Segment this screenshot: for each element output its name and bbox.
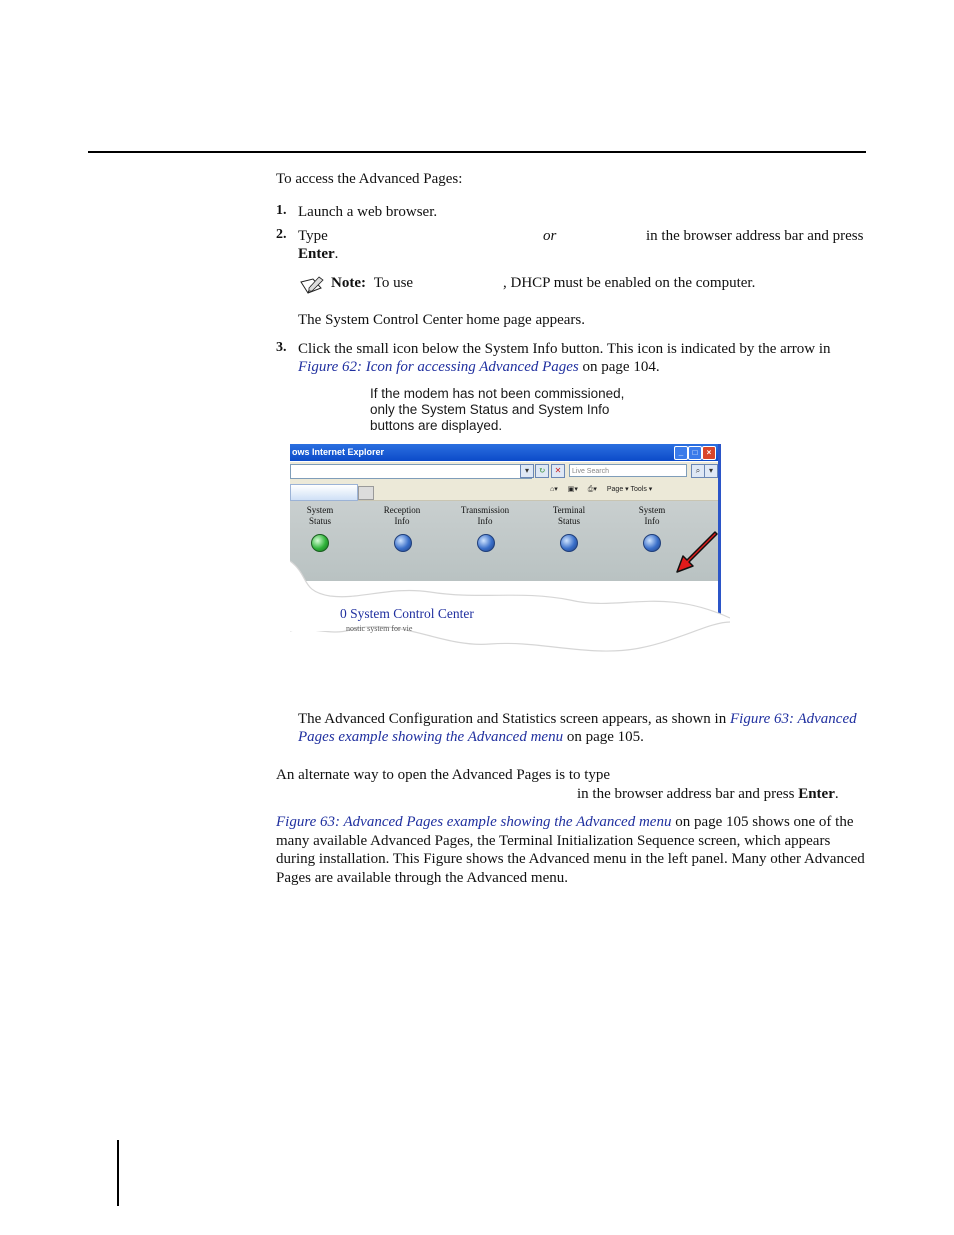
note-text-before: To use xyxy=(373,275,414,291)
page-footer-bar xyxy=(117,1140,119,1206)
minimize-icon[interactable]: _ xyxy=(674,446,688,460)
scc-title: 0 System Control Center xyxy=(340,606,474,621)
step-3-text: Click the small icon below the System Info button. This icon is indicated by the arrow in xyxy=(298,341,831,357)
fig63-line3: during installation. This Figure shows the Advanced menu in the left panel. Many other Advanced xyxy=(276,851,865,867)
print-icon[interactable]: ⎙▾ xyxy=(587,486,597,493)
intro-text: To access the Advanced Pages: xyxy=(276,171,463,187)
scc-subtitle: nostic system for vie xyxy=(346,624,413,633)
home-appears-text: The System Control Center home page appears. xyxy=(298,312,586,328)
chevron-down-icon[interactable]: ▾ xyxy=(520,464,534,478)
page-tools-menu[interactable]: Page ▾ Tools ▾ xyxy=(606,486,653,493)
after-fig-text: The Advanced Configuration and Statistics screen appears, as shown in xyxy=(298,711,727,727)
btn-label: System Info xyxy=(638,505,666,526)
after-fig-line1 xyxy=(298,710,857,728)
step-2-or: or xyxy=(543,228,557,244)
step-3-number: 3. xyxy=(276,340,287,355)
step-2-type: Type xyxy=(298,228,328,244)
close-icon[interactable]: × xyxy=(702,446,716,460)
after-fig-page-ref: on page 105. xyxy=(566,729,644,745)
btn-label: Reception Info xyxy=(383,505,421,526)
fig63-line1-after: on page 105 shows one of the xyxy=(675,814,854,830)
alternate-line1: An alternate way to open the Advanced Pages is to type xyxy=(276,767,611,783)
btn-label: Terminal Status xyxy=(552,505,586,526)
stop-icon[interactable]: ✕ xyxy=(551,464,565,478)
step-1-number: 1. xyxy=(276,203,287,218)
refresh-icon[interactable]: ↻ xyxy=(535,464,549,478)
note-line xyxy=(331,274,413,292)
period: . xyxy=(334,246,339,262)
window-title: ows Internet Explorer xyxy=(292,447,385,457)
fig63-line2: many available Advanced Pages, the Terminal Initialization Sequence screen, which appears xyxy=(276,833,831,849)
alternate-period: . xyxy=(834,786,839,802)
step-2-enter-line xyxy=(298,245,338,263)
maximize-icon[interactable]: □ xyxy=(688,446,702,460)
figure-63-link-a[interactable]: Figure 63: Advanced xyxy=(729,711,857,727)
search-options-icon[interactable]: ▾ xyxy=(704,464,718,478)
note-text-after: , DHCP must be enabled on the computer. xyxy=(503,275,756,291)
figure-62-link[interactable]: Figure 62: Icon for accessing Advanced Pages xyxy=(298,359,579,375)
after-fig-line2 xyxy=(298,728,644,746)
alternate-enter-label: Enter xyxy=(798,786,835,802)
figure-callout: If the modem has not been commissioned, only the System Status and System Info buttons are displayed. xyxy=(370,386,625,433)
step-2-text-after: in the browser address bar and press xyxy=(646,228,864,244)
header-rule xyxy=(88,151,866,153)
btn-label: Transmission Info xyxy=(460,505,510,526)
fig63-line4: Pages are available through the Advanced menu. xyxy=(276,870,568,886)
note-label: Note: xyxy=(331,275,366,291)
step-1-text: Launch a web browser. xyxy=(298,204,438,220)
alternate-line2 xyxy=(577,785,839,803)
fig63-line1 xyxy=(276,813,854,831)
search-icon[interactable]: ⌕ xyxy=(691,464,705,478)
step-2-number: 2. xyxy=(276,227,287,242)
live-search-input[interactable]: Live Search xyxy=(569,464,687,477)
figure-63-link-b[interactable]: Pages example showing the Advanced menu xyxy=(298,729,564,745)
step-3-line2 xyxy=(298,358,660,376)
alternate-text: in the browser address bar and press xyxy=(577,786,795,802)
figure-62-screenshot xyxy=(290,386,730,666)
note-pencil-icon xyxy=(299,276,325,296)
enter-key-label: Enter xyxy=(298,246,335,262)
step-3-page-ref: on page 104. xyxy=(582,359,660,375)
feeds-icon[interactable]: ▣▾ xyxy=(567,486,578,493)
figure-63-link[interactable]: Figure 63: Advanced Pages example showing the Advanced menu xyxy=(276,814,672,830)
red-arrow-icon xyxy=(675,530,721,576)
btn-label: System Status xyxy=(306,505,334,526)
home-icon[interactable]: ⌂▾ xyxy=(550,486,558,493)
